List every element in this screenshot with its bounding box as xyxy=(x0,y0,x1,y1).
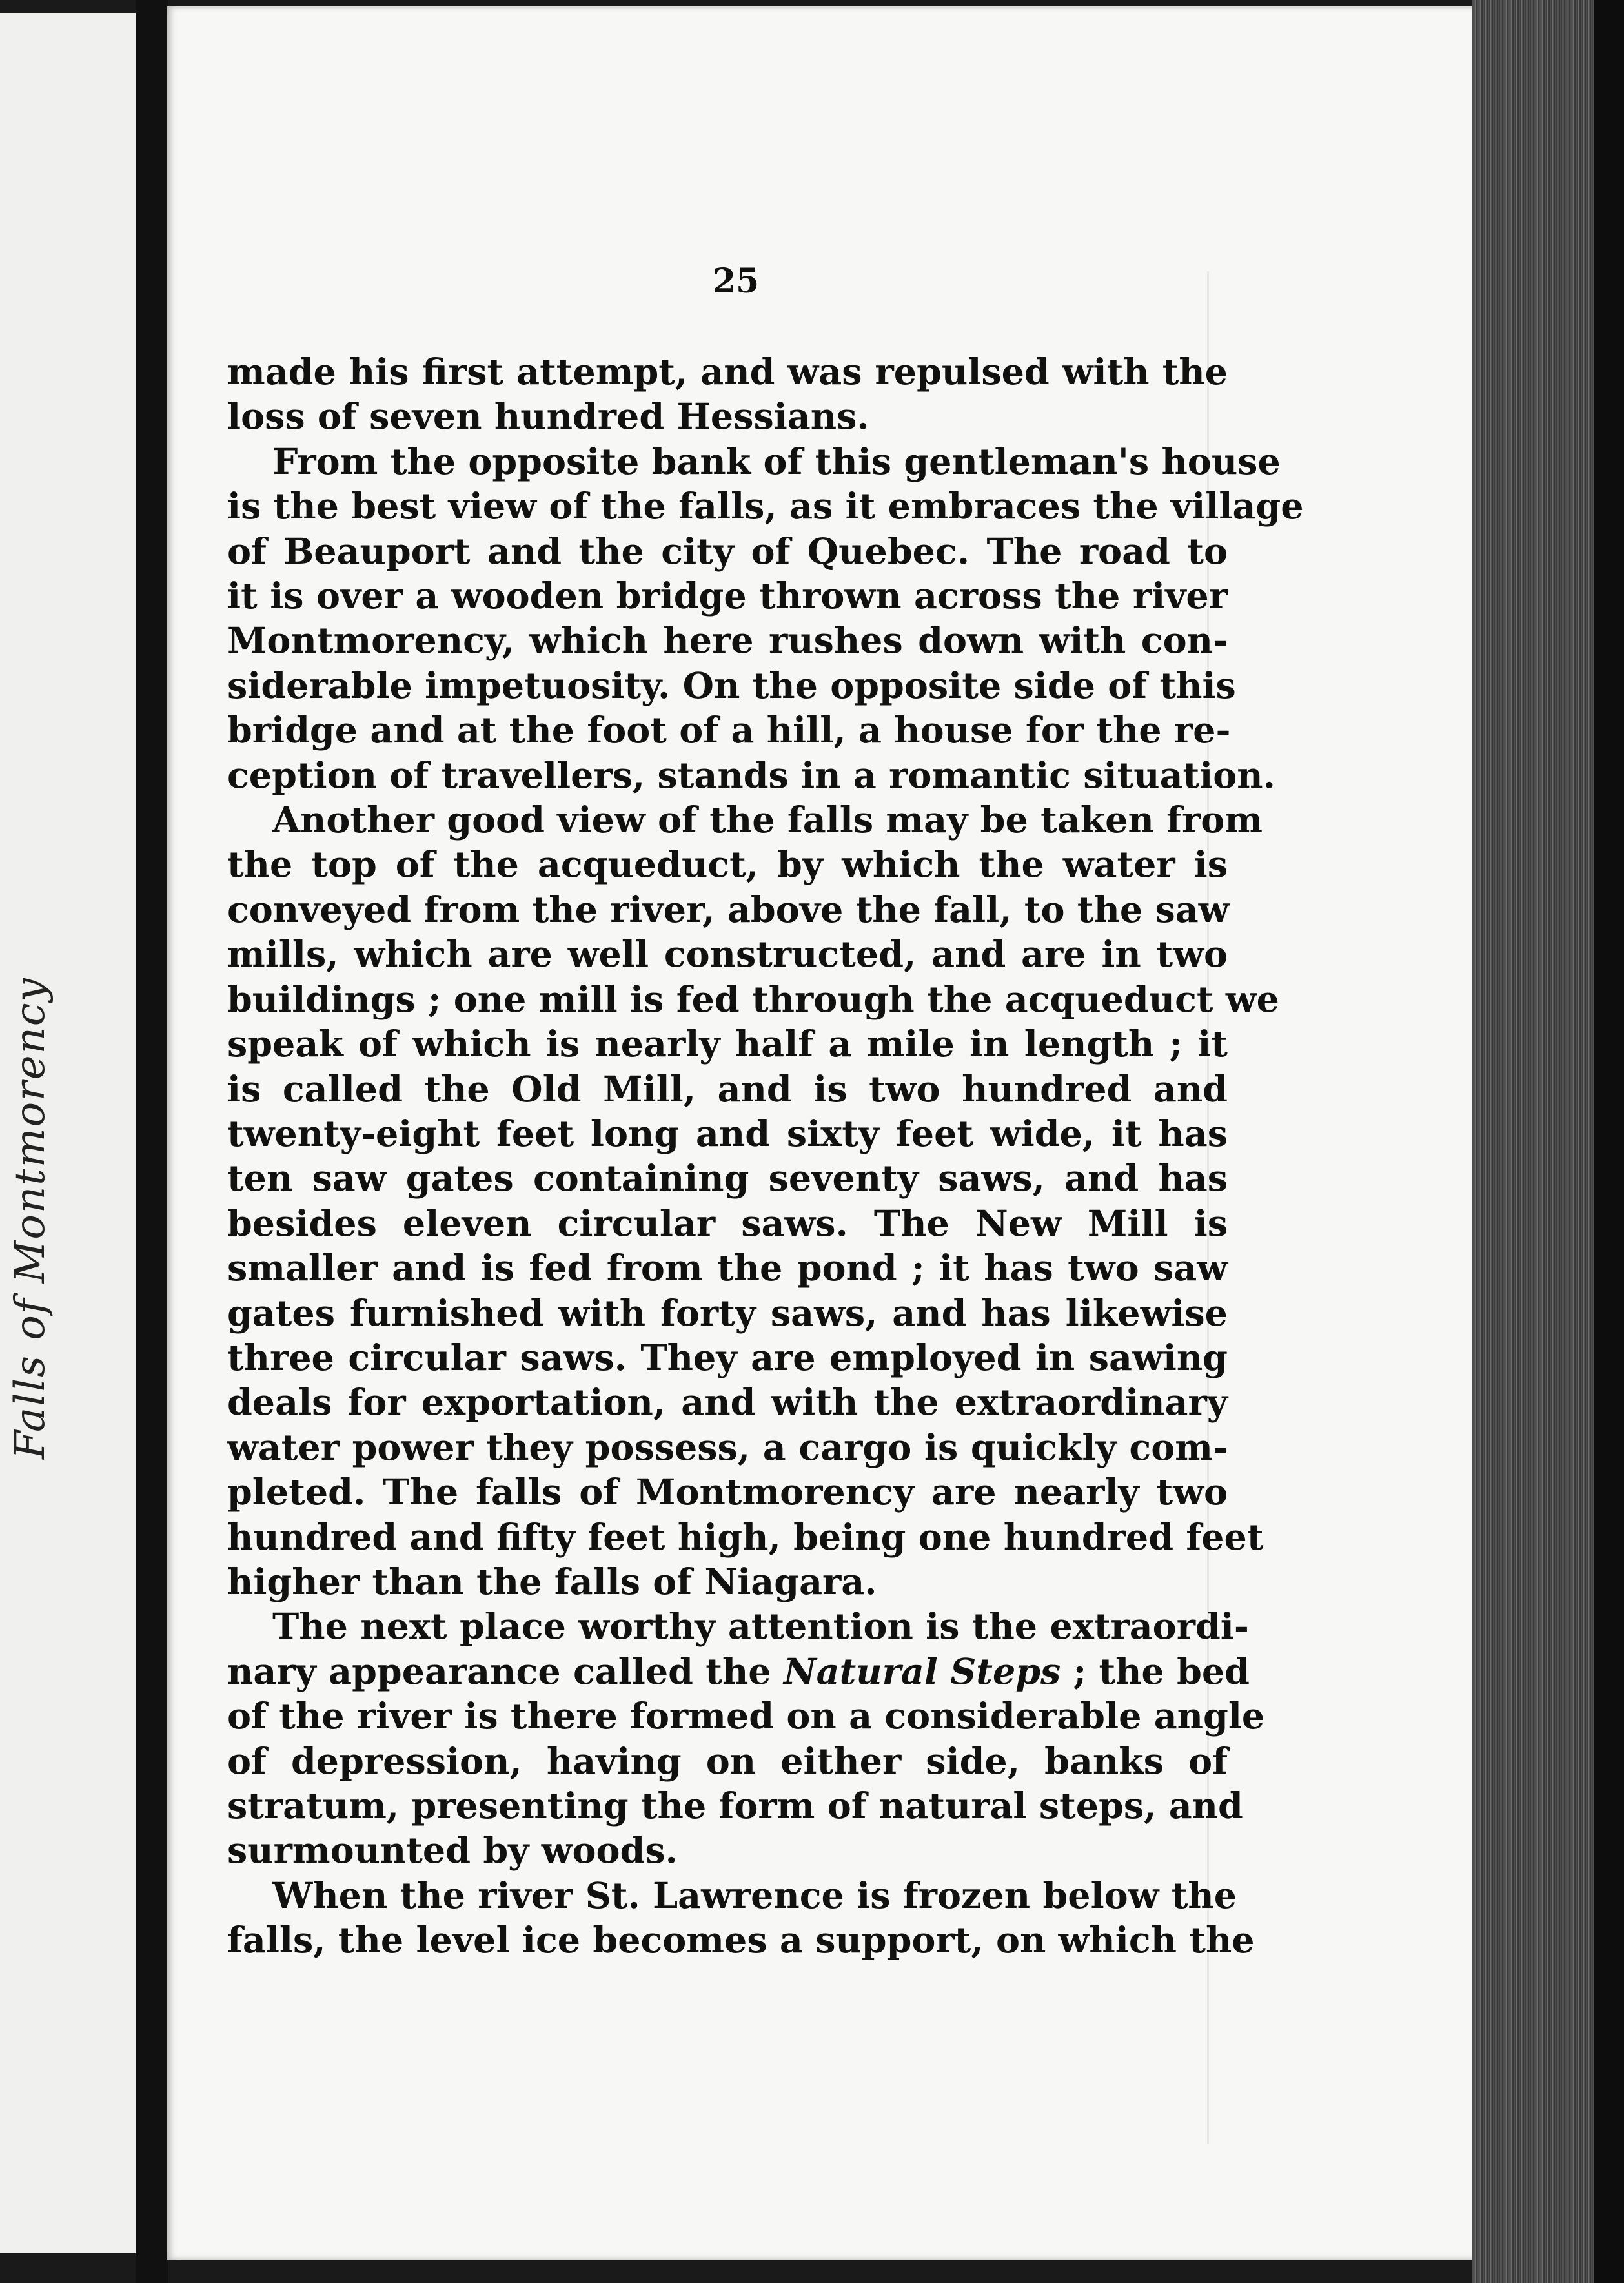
text-line: bridge and at the foot of a hill, a house for the re- xyxy=(227,710,1231,752)
text-line: gates furnished with forty saws, and has likewise xyxy=(227,1292,1228,1335)
text-line: surmounted by woods. xyxy=(227,1830,678,1872)
text-line: is the best view of the falls, as it embraces the village xyxy=(227,486,1304,528)
text-line: of depression, having on either side, banks of xyxy=(227,1740,1228,1783)
text-line: ten saw gates containing seventy saws, and has xyxy=(227,1158,1228,1200)
text-line: siderable impetuosity. On the opposite side of this xyxy=(227,664,1236,707)
text-line: falls, the level ice becomes a support, on which the xyxy=(227,1920,1255,1962)
text-line: made his first attempt, and was repulsed with the xyxy=(227,351,1228,393)
text-line: The next place worthy attention is the extraordi- xyxy=(272,1606,1249,1648)
text-line: When the river St. Lawrence is frozen below the xyxy=(272,1874,1237,1917)
text-line: it is over a wooden bridge thrown across the river xyxy=(227,575,1228,618)
text-line: Another good view of the falls may be taken from xyxy=(272,799,1263,842)
italic-term: Natural Steps xyxy=(783,1650,1061,1693)
page-edges-shadow xyxy=(1594,0,1624,2283)
text-line: mills, which are well constructed, and are in two xyxy=(227,934,1228,976)
text-line-with-italic xyxy=(227,1650,1250,1694)
text-line: pleted. The falls of Montmorency are nearly two xyxy=(227,1471,1228,1514)
text-line: Montmorency, which here rushes down with con- xyxy=(227,620,1228,662)
text-line: deals for exportation, and with the extraordinary xyxy=(227,1382,1228,1424)
text-line: of Beauport and the city of Quebec. The road to xyxy=(227,530,1228,573)
text-line: water power they possess, a cargo is quickly com- xyxy=(227,1426,1228,1469)
body-text xyxy=(227,350,1304,1963)
facing-page xyxy=(0,13,136,2253)
text-line: three circular saws. They are employed in sawing xyxy=(227,1336,1228,1379)
text-line: ception of travellers, stands in a romantic situation. xyxy=(227,754,1275,797)
text-line: of the river is there formed on a considerable angle xyxy=(227,1695,1265,1738)
text-line: hundred and fifty feet high, being one hundred feet xyxy=(227,1516,1264,1559)
book-gutter xyxy=(136,0,168,2283)
text-line: is called the Old Mill, and is two hundred and xyxy=(227,1068,1228,1111)
text-line: conveyed from the river, above the fall, to the saw xyxy=(227,888,1230,931)
text-line: speak of which is nearly half a mile in length ; it xyxy=(227,1023,1228,1066)
text-line: loss of seven hundred Hessians. xyxy=(227,396,869,438)
handwritten-margin-note: Falls of Montmorency xyxy=(6,977,54,1459)
text-fragment: ; the bed xyxy=(1061,1650,1250,1693)
text-line: besides eleven circular saws. The New Mill is xyxy=(227,1202,1228,1245)
text-line: smaller and is fed from the pond ; it has two saw xyxy=(227,1247,1228,1290)
text-line: the top of the acqueduct, by which the water is xyxy=(227,844,1228,886)
text-line: higher than the falls of Niagara. xyxy=(227,1561,877,1603)
page-number: 25 xyxy=(712,261,760,301)
text-line: twenty-eight feet long and sixty feet wide, it has xyxy=(227,1112,1228,1155)
text-fragment: nary appearance called the xyxy=(227,1650,784,1693)
text-line: stratum, presenting the form of natural steps, and xyxy=(227,1785,1243,1827)
text-line: From the opposite bank of this gentleman's house xyxy=(272,440,1281,483)
text-line: buildings ; one mill is fed through the acqueduct we xyxy=(227,978,1279,1021)
